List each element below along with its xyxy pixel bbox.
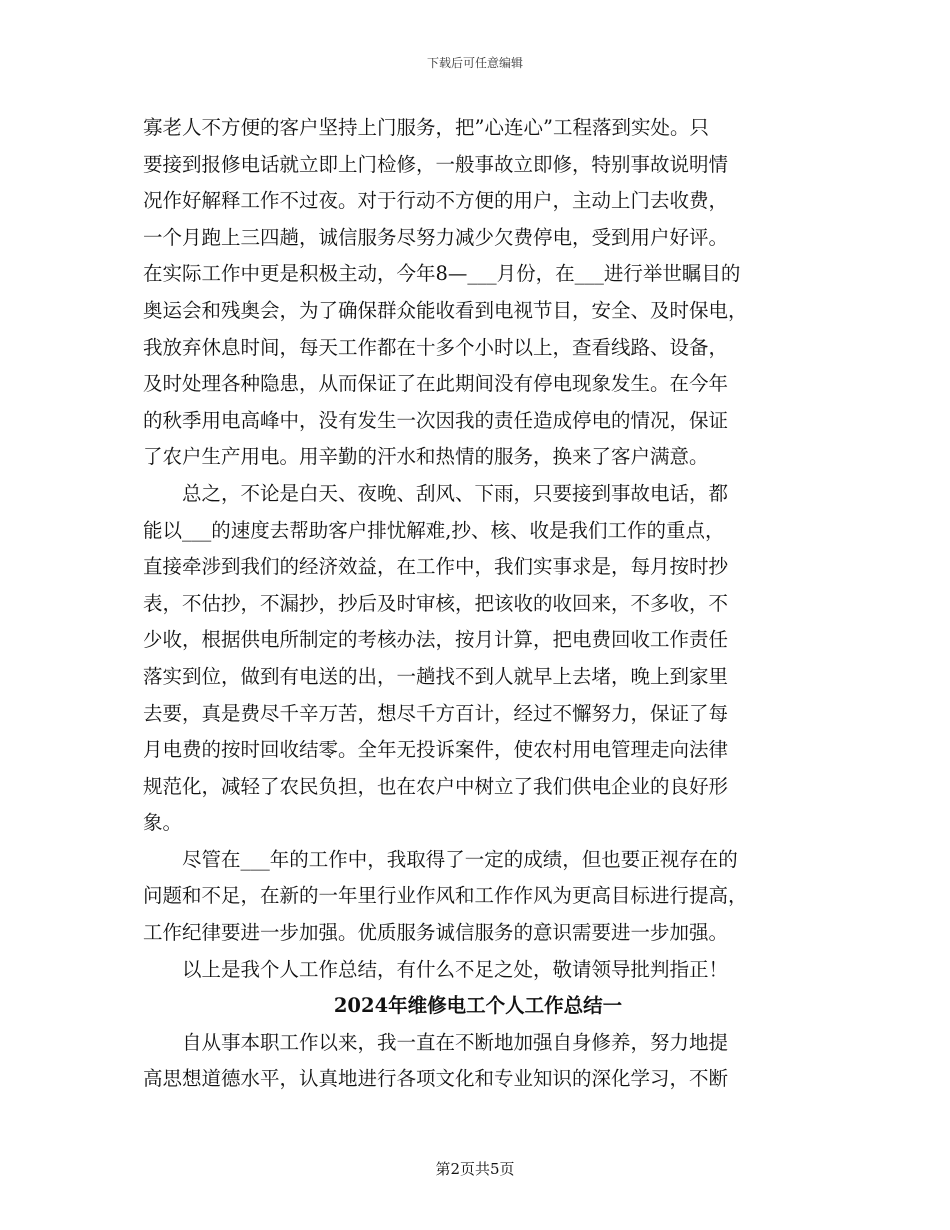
text-line: 能以___的速度去帮助客户排忧解难,抄、核、收是我们工作的重点，: [143, 518, 725, 542]
text-line: 高思想道德水平，认真地进行各项文化和专业知识的深化学习，不断: [143, 1067, 729, 1091]
text-line: 一个月跑上三四趟，诚信服务尽努力减少欠费停电，受到用户好评。: [143, 225, 729, 249]
text-line: 在实际工作中更是积极主动，今年8—___月份，在___进行举世瞩目的: [143, 262, 741, 286]
page-header: 下载后可任意编辑: [426, 56, 523, 70]
text-line: 及时处理各种隐患，从而保证了在此期间没有停电现象发生。在今年: [143, 372, 729, 396]
text-line: 象。: [143, 811, 183, 835]
text-line: 奥运会和残奥会，为了确保群众能收看到电视节目，安全、及时保电，: [143, 298, 748, 322]
paragraph-start-line: 总之，不论是白天、夜晚、刮风、下雨，只要接到事故电话，都: [182, 481, 729, 505]
text-line: 表，不估抄，不漏抄，抄后及时审核，把该收的收回来，不多收，不: [143, 591, 729, 615]
text-line: 规范化，减轻了农民负担，也在农户中树立了我们供电企业的良好形: [143, 774, 729, 798]
text-line: 寡老人不方便的客户坚持上门服务，把”心连心”工程落到实处。只: [143, 116, 709, 139]
text-line: 了农户生产用电。用辛勤的汗水和热情的服务，换来了客户满意。: [143, 445, 709, 469]
text-line: 问题和不足，在新的一年里行业作风和工作作风为更高目标进行提高，: [143, 884, 748, 908]
section-title: 2024年维修电工个人工作总结一: [333, 994, 623, 1018]
text-line: 我放弃休息时间，每天工作都在十多个小时以上，查看线路、设备，: [143, 335, 729, 359]
page-footer: 第2页共5页: [435, 1160, 515, 1178]
text-line: 况作好解释工作不过夜。对于行动不方便的用户，主动上门去收费，: [143, 189, 729, 213]
text-line: 去要，真是费尽千辛万苦，想尽千方百计，经过不懈努力，保证了每: [143, 701, 729, 725]
document-body: [143, 110, 813, 1098]
text-line: 工作纪律要进一步加强。优质服务诚信服务的意识需要进一步加强。: [143, 921, 729, 945]
text-line: 要接到报修电话就立即上门检修，一般事故立即修，特别事故说明情: [143, 152, 729, 176]
text-line: 直接牵涉到我们的经济效益，在工作中，我们实事求是，每月按时抄: [143, 555, 729, 579]
paragraph-start-line: 以上是我个人工作总结，有什么不足之处，敬请领导批判指正！: [182, 957, 729, 981]
text-line: 落实到位，做到有电送的出，一趟找不到人就早上去堵，晚上到家里: [143, 664, 729, 688]
paragraph-start-line: 尽管在___年的工作中，我取得了一定的成绩，但也要正视存在的: [182, 847, 738, 871]
paragraph-start-line: 自从事本职工作以来，我一直在不断地加强自身修养，努力地提: [182, 1030, 729, 1054]
text-line: 月电费的按时回收结零。全年无投诉案件，使农村用电管理走向法律: [143, 738, 729, 762]
text-line: 少收，根据供电所制定的考核办法，按月计算，把电费回收工作责任: [143, 628, 729, 652]
text-line: 的秋季用电高峰中，没有发生一次因我的责任造成停电的情况，保证: [143, 408, 729, 432]
